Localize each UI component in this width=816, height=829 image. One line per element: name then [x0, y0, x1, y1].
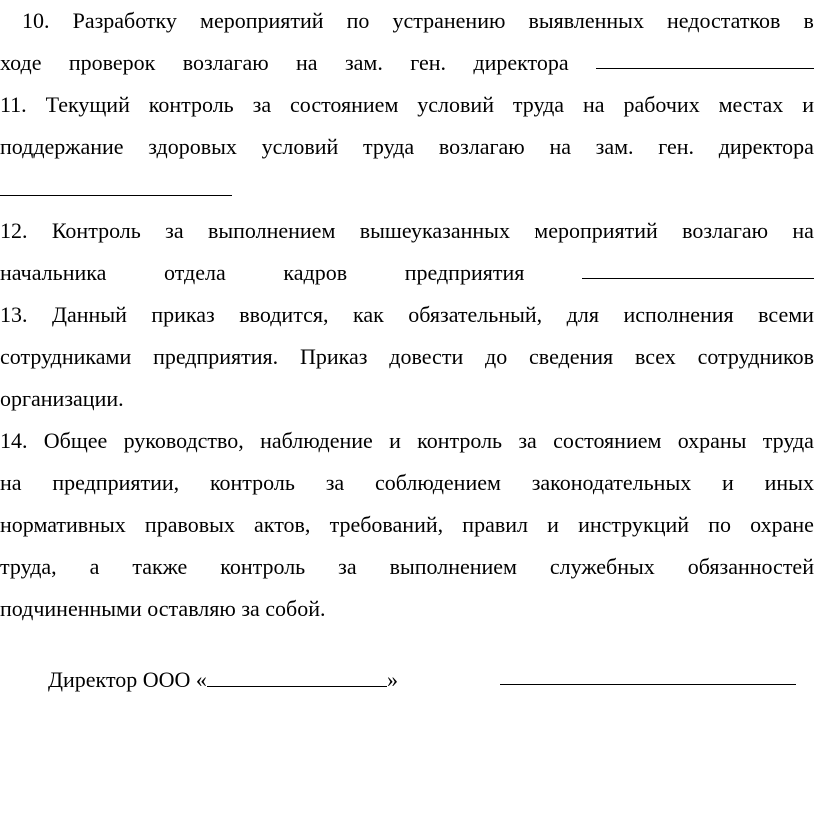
word: обязанностей [687, 554, 814, 579]
word: выполнением [389, 554, 517, 579]
item-12-line-2 [0, 252, 814, 294]
word: за [338, 554, 357, 579]
word: местах [718, 92, 784, 117]
word: всех [634, 344, 676, 369]
word: контроль [220, 554, 306, 579]
item-14-line-4 [0, 546, 814, 588]
item-10-line-2 [0, 42, 814, 84]
item-13-line-3 [0, 378, 814, 420]
blank-line-12 [582, 252, 814, 279]
word: труда [512, 92, 565, 117]
item-11-line-1 [0, 84, 814, 126]
word: мероприятий [200, 8, 324, 33]
word: правил [462, 512, 528, 537]
item-14-line-3 [0, 504, 814, 546]
item-14-number: 14. [0, 428, 28, 453]
word: в [803, 8, 814, 33]
word: зам. [344, 50, 383, 75]
word: недостатков [667, 8, 781, 33]
word: возлагаю [682, 218, 769, 243]
word: директора [473, 50, 569, 75]
word: на [549, 134, 571, 159]
word: Приказ [300, 344, 368, 369]
word: поддержание [0, 134, 124, 159]
word: сведения [529, 344, 614, 369]
word: по [346, 8, 370, 33]
word: Текущий [45, 92, 130, 117]
word: труда, [0, 554, 57, 579]
word: охране [750, 512, 814, 537]
word: за [252, 92, 272, 117]
item-13-line-1 [0, 294, 814, 336]
word: соблюдением [375, 470, 501, 495]
item-12-number: 12. [0, 218, 28, 243]
word: сотрудников [697, 344, 814, 369]
word: возлагаю [182, 50, 269, 75]
word: на [583, 92, 605, 117]
word: законодательных [531, 470, 692, 495]
word: труда [362, 134, 415, 159]
word: нормативных [0, 512, 126, 537]
word: до [485, 344, 508, 369]
item-14-line-5 [0, 588, 814, 630]
word: вводится, [239, 302, 329, 327]
word: организации. [0, 386, 124, 411]
word: предприятия [404, 260, 525, 285]
word: как [352, 302, 384, 327]
word: здоровых [148, 134, 237, 159]
item-13-number: 13. [0, 302, 28, 327]
word: рабочих [623, 92, 700, 117]
word: возлагаю [438, 134, 525, 159]
word: состоянием [553, 428, 662, 453]
word: ген. [658, 134, 695, 159]
blank-line-10 [596, 42, 814, 69]
signature-suffix: » [386, 667, 398, 692]
word: и [802, 92, 814, 117]
word: Общее [43, 428, 108, 453]
word: предприятия. [153, 344, 279, 369]
word: и [547, 512, 559, 537]
word: Данный [52, 302, 127, 327]
word: зам. [595, 134, 634, 159]
word: подчиненными оставляю за собой. [0, 596, 326, 621]
word: для [566, 302, 599, 327]
word: всеми [758, 302, 814, 327]
word: кадров [283, 260, 348, 285]
word: на [0, 470, 22, 495]
word: наблюдение [260, 428, 373, 453]
word: вышеуказанных [359, 218, 510, 243]
word: ген. [410, 50, 446, 75]
word: за [518, 428, 537, 453]
word: начальника [0, 260, 107, 285]
word: проверок [68, 50, 156, 75]
word: за [325, 470, 345, 495]
word: Разработку [72, 8, 177, 33]
word: сотрудниками [0, 344, 132, 369]
word: требований, [329, 512, 444, 537]
item-10-line-1 [22, 0, 814, 42]
word: мероприятий [534, 218, 658, 243]
word: на [792, 218, 814, 243]
word: Контроль [51, 218, 141, 243]
word: служебных [549, 554, 655, 579]
word: предприятии, [52, 470, 180, 495]
word: приказ [151, 302, 215, 327]
word: охраны [677, 428, 747, 453]
word: контроль [417, 428, 503, 453]
word: состоянием [290, 92, 399, 117]
word: директора [718, 134, 814, 159]
word: условий [261, 134, 339, 159]
word: условий [417, 92, 494, 117]
item-11-line-2 [0, 126, 814, 168]
word: также [132, 554, 188, 579]
word: устранению [392, 8, 506, 33]
word: актов, [254, 512, 311, 537]
word: исполнения [623, 302, 734, 327]
word: за [165, 218, 184, 243]
word: по [708, 512, 731, 537]
item-13-line-2 [0, 336, 814, 378]
word: инструкций [578, 512, 690, 537]
word: контроль [209, 470, 295, 495]
word: а [89, 554, 100, 579]
item-14-line-2 [0, 462, 814, 504]
item-12-line-1 [0, 210, 814, 252]
word: правовых [144, 512, 235, 537]
word: обязательный, [408, 302, 543, 327]
item-10-number: 10. [22, 8, 50, 33]
word: контроль [148, 92, 234, 117]
company-name-blank [207, 660, 387, 687]
word: руководство, [123, 428, 244, 453]
word: и [722, 470, 734, 495]
word: ходе [0, 50, 42, 75]
word: и [389, 428, 401, 453]
blank-line-11 [0, 169, 232, 196]
word: выявленных [528, 8, 644, 33]
word: труда [762, 428, 814, 453]
signature-line [48, 659, 398, 701]
signature-blank [500, 683, 796, 685]
item-11-line-3 [0, 168, 814, 210]
item-11-number: 11. [0, 92, 27, 117]
signature-prefix: Директор ООО « [48, 667, 207, 692]
word: иных [764, 470, 814, 495]
word: на [296, 50, 318, 75]
item-14-line-1 [0, 420, 814, 462]
word: отдела [164, 260, 226, 285]
word: выполнением [207, 218, 336, 243]
word: довести [389, 344, 464, 369]
